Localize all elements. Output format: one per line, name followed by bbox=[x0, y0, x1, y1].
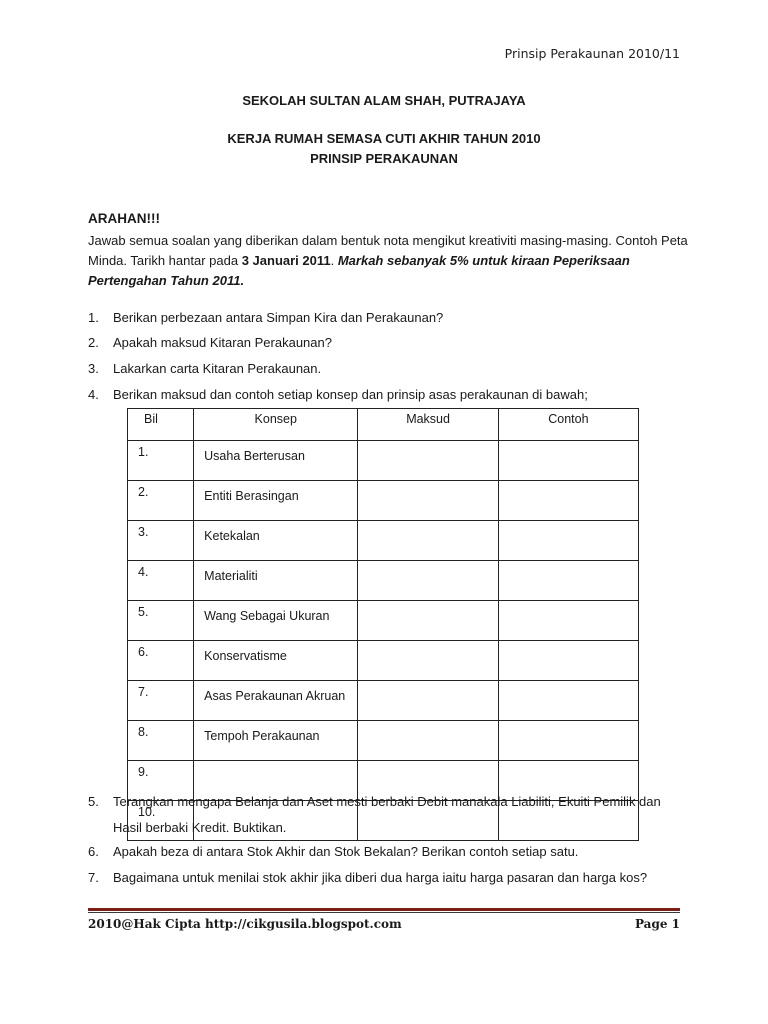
question-number: 1. bbox=[88, 310, 99, 325]
footer-rule-thick bbox=[88, 908, 680, 911]
question-text: Apakah maksud Kitaran Perakaunan? bbox=[113, 335, 332, 350]
question-7 bbox=[88, 868, 647, 888]
instructions-text-b: . bbox=[330, 253, 338, 268]
cell-konsep: Asas Perakaunan Akruan bbox=[194, 681, 358, 721]
cell-konsep: Tempoh Perakaunan bbox=[194, 721, 358, 761]
question-text: Apakah beza di antara Stok Akhir dan Stok Bekalan? Berikan contoh setiap satu. bbox=[113, 844, 579, 859]
cell-maksud bbox=[358, 641, 498, 681]
question-number: 7. bbox=[88, 870, 99, 885]
table-row bbox=[128, 561, 639, 601]
column-header-maksud: Maksud bbox=[358, 409, 498, 441]
cell-bil: 8. bbox=[128, 721, 194, 761]
question-number: 5. bbox=[88, 794, 99, 809]
column-header-contoh: Contoh bbox=[498, 409, 638, 441]
cell-bil: 6. bbox=[128, 641, 194, 681]
cell-bil: 10. bbox=[128, 801, 194, 841]
question-number: 4. bbox=[88, 387, 99, 402]
cell-contoh bbox=[498, 601, 638, 641]
question-number: 6. bbox=[88, 844, 99, 859]
cell-konsep: Entiti Berasingan bbox=[194, 481, 358, 521]
cell-maksud bbox=[358, 721, 498, 761]
table-row bbox=[128, 681, 639, 721]
question-number: 2. bbox=[88, 335, 99, 350]
cell-contoh bbox=[498, 721, 638, 761]
question-5 bbox=[88, 789, 678, 841]
instructions-heading: ARAHAN!!! bbox=[88, 211, 160, 226]
instructions-text-c: . bbox=[240, 273, 245, 288]
question-6 bbox=[88, 842, 578, 862]
column-header-konsep: Konsep bbox=[194, 409, 358, 441]
table-row bbox=[128, 481, 639, 521]
cell-contoh bbox=[498, 561, 638, 601]
cell-maksud bbox=[358, 561, 498, 601]
question-text: Lakarkan carta Kitaran Perakaunan. bbox=[113, 361, 322, 376]
cell-maksud bbox=[358, 481, 498, 521]
question-2 bbox=[88, 333, 332, 353]
footer-rule-thin bbox=[88, 912, 680, 913]
cell-konsep: Materialiti bbox=[194, 561, 358, 601]
marks-note: Markah sebanyak 5% untuk kiraan Peperiksaan Pertengahan Tahun 2011 bbox=[88, 253, 630, 288]
question-1 bbox=[88, 308, 443, 328]
table-row bbox=[128, 641, 639, 681]
cell-bil: 3. bbox=[128, 521, 194, 561]
cell-contoh bbox=[498, 641, 638, 681]
cell-konsep: Wang Sebagai Ukuran bbox=[194, 601, 358, 641]
cell-konsep: Usaha Berterusan bbox=[194, 441, 358, 481]
due-date: 3 Januari 2011 bbox=[241, 253, 331, 268]
question-4 bbox=[88, 385, 588, 405]
cell-contoh bbox=[498, 441, 638, 481]
cell-maksud bbox=[358, 441, 498, 481]
table-row bbox=[128, 521, 639, 561]
table-header-row bbox=[128, 409, 639, 441]
footer-copyright: 2010@Hak Cipta http://cikgusila.blogspot.com bbox=[88, 917, 402, 931]
instructions-text-a: Jawab semua soalan yang diberikan dalam bentuk nota mengikut kreativiti masing-masing. Contoh Peta Minda. Tarikh hantar pada bbox=[88, 233, 688, 268]
cell-bil: 4. bbox=[128, 561, 194, 601]
question-text: Berikan perbezaan antara Simpan Kira dan Perakaunan? bbox=[113, 310, 444, 325]
document-subject: PRINSIP PERAKAUNAN bbox=[310, 151, 458, 166]
table-row bbox=[128, 441, 639, 481]
instructions-text bbox=[88, 231, 688, 291]
column-header-bil: Bil bbox=[128, 409, 194, 441]
cell-konsep: Ketekalan bbox=[194, 521, 358, 561]
running-header: Prinsip Perakaunan 2010/11 bbox=[504, 46, 680, 61]
question-text: Terangkan mengapa Belanja dan Aset mesti berbaki Debit manakala Liabiliti, Ekuiti Pemilik dan Hasil berbaki Kredit. Buktikan. bbox=[113, 794, 661, 835]
table-row bbox=[128, 721, 639, 761]
concepts-table bbox=[127, 408, 639, 841]
school-name: SEKOLAH SULTAN ALAM SHAH, PUTRAJAYA bbox=[242, 93, 526, 108]
page-number: Page 1 bbox=[634, 917, 680, 931]
cell-bil: 5. bbox=[128, 601, 194, 641]
cell-contoh bbox=[498, 481, 638, 521]
cell-konsep: Konservatisme bbox=[194, 641, 358, 681]
cell-contoh bbox=[498, 521, 638, 561]
question-text: Berikan maksud dan contoh setiap konsep dan prinsip asas perakaunan di bawah; bbox=[113, 387, 588, 402]
table-row bbox=[128, 601, 639, 641]
cell-maksud bbox=[358, 601, 498, 641]
cell-maksud bbox=[358, 681, 498, 721]
cell-bil: 2. bbox=[128, 481, 194, 521]
question-number: 3. bbox=[88, 361, 99, 376]
question-3 bbox=[88, 359, 321, 379]
document-title: KERJA RUMAH SEMASA CUTI AKHIR TAHUN 2010 bbox=[227, 131, 541, 146]
question-text: Bagaimana untuk menilai stok akhir jika diberi dua harga iaitu harga pasaran dan harga kos? bbox=[113, 870, 648, 885]
cell-bil: 7. bbox=[128, 681, 194, 721]
cell-maksud bbox=[358, 521, 498, 561]
cell-bil: 9. bbox=[128, 761, 194, 801]
cell-bil: 1. bbox=[128, 441, 194, 481]
cell-contoh bbox=[498, 681, 638, 721]
